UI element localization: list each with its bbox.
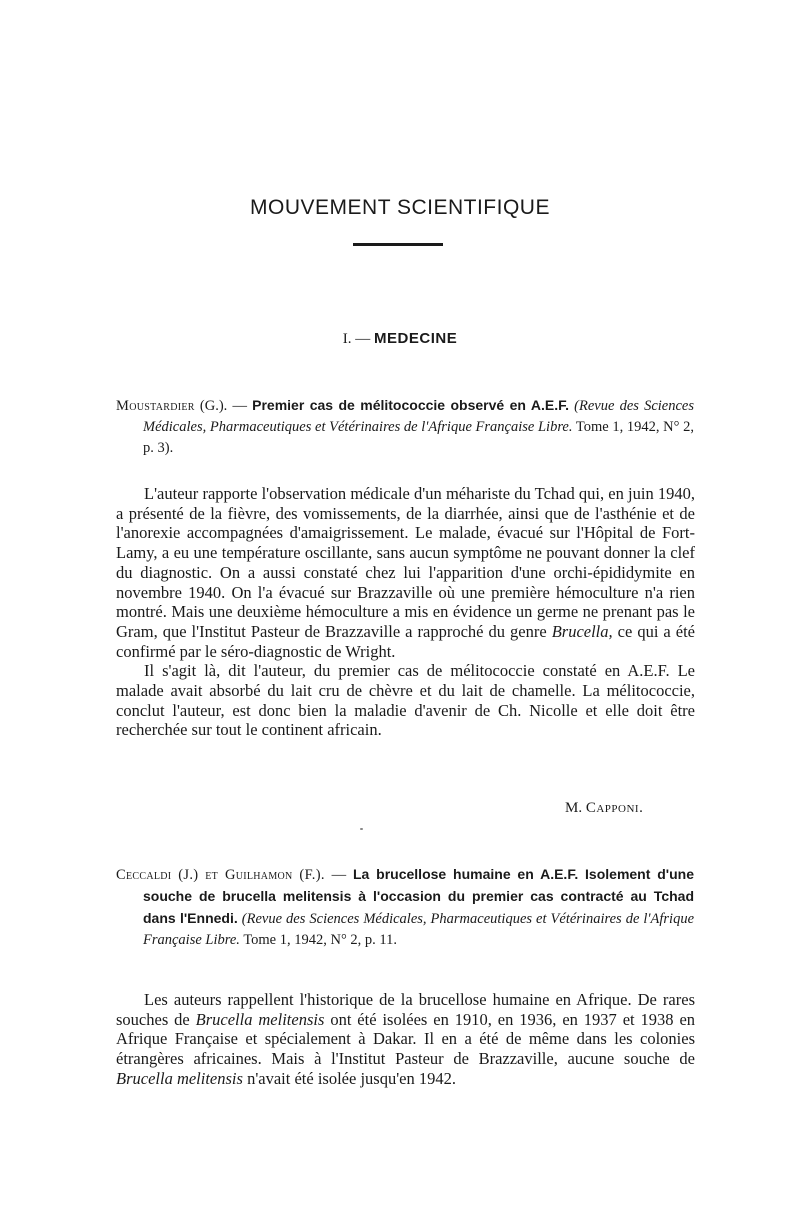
article1-body [116, 484, 695, 740]
print-speck [360, 828, 363, 830]
article2-para-mid: ont été isolées en 1910, en 1936, en 1937 et 1938 en Afrique Française et spécialement à Dakar. Il en a été de même dans les colonies étrangères africaines. Mais à l'Institut Pasteur de Brazzaville, aucune souche de [116, 1009, 696, 1069]
article2-reference [116, 864, 694, 951]
signature-name: Capponi. [585, 800, 644, 816]
article1-citation: Tome 1, 1942, N° 2, p. 3). [143, 419, 694, 456]
article1-paragraph-1-end: ce qui a été confirmé par le séro-diagnostic de Wright. [116, 621, 695, 661]
article2-para-end: n'avait été isolée jusqu'en 1942. [247, 1068, 456, 1088]
article2-citation: Tome 1, 1942, N° 2, p. 11. [243, 932, 397, 948]
article1-title: Premier cas de mélitococcie observé en A.E.F. [252, 397, 569, 413]
article2-authors: Ceccaldi (J.) et Guilhamon (F.). — [116, 867, 347, 883]
article2-species-1: Brucella melitensis [195, 1009, 325, 1029]
section-name: MEDECINE [374, 330, 458, 347]
signature-initial: M. [565, 800, 583, 816]
article1-paragraph-2: Il s'agit là, dit l'auteur, du premier cas de mélitococcie constaté en A.E.F. Le malade avait absorbé du lait cru de chèvre et du lait de chamelle. La mélitococcie, conclut l'auteur, est donc bien la maladie d'avenir de Ch. Nicolle et elle doit être recherchée sur tout le continent africain. [116, 661, 695, 740]
article2-title: La brucellose humaine en A.E.F. Isolement d'une souche de brucella melitensis à l'occasion du premier cas contracté au Tchad dans l'Ennedi. [143, 866, 694, 926]
article2-species-2: Brucella melitensis [116, 1068, 243, 1088]
article2-body [116, 990, 695, 1089]
article1-reference [116, 395, 694, 459]
article1-paragraph-1 [116, 484, 695, 661]
article1-author: Moustardier [116, 398, 195, 414]
section-heading [0, 330, 800, 348]
article2-journal: (Revue des Sciences Médicales, Pharmaceutiques et Vétérinaires de l'Afrique Française Libre. [143, 911, 695, 948]
article1-signature [565, 800, 643, 817]
article1-paragraph-1-text: L'auteur rapporte l'observation médicale d'un méhariste du Tchad qui, en juin 1940, a présenté de la fièvre, des vomissements, de la diarrhée, ainsi que de l'asthénie et de l'anorexie accompagnées d'amaigrissement. Le malade, évacué sur l'Hôpital de Fort-Lamy, a eu une température oscillante, sans aucun symptôme ne pouvant donner la clef du diagnostic. On a aussi constaté chez lui l'apparition d'une orchi-épididymite en novembre 1940. On l'a évacué sur Brazzaville où une première hémoculture n'a rien montré. Mais une deuxième hémoculture a mis en évidence un germe ne prenant pas le Gram, que l'Institut Pasteur de Brazzaville a rapproché du genre [116, 484, 695, 641]
article2-para-start: Les auteurs rappellent l'historique de la brucellose humaine en Afrique. De rares souches de [116, 990, 695, 1029]
article1-journal: (Revue des Sciences Médicales, Pharmaceutiques et Vétérinaires de l'Afrique Française Libre. [143, 398, 694, 435]
article2-paragraph [116, 990, 695, 1089]
article1-genus: Brucella, [551, 621, 613, 641]
page-title: MOUVEMENT SCIENTIFIQUE [250, 196, 550, 219]
title-underline-rule [353, 243, 443, 246]
article1-author-initials: (G.). — [199, 398, 247, 414]
section-number: I. — [342, 331, 371, 347]
